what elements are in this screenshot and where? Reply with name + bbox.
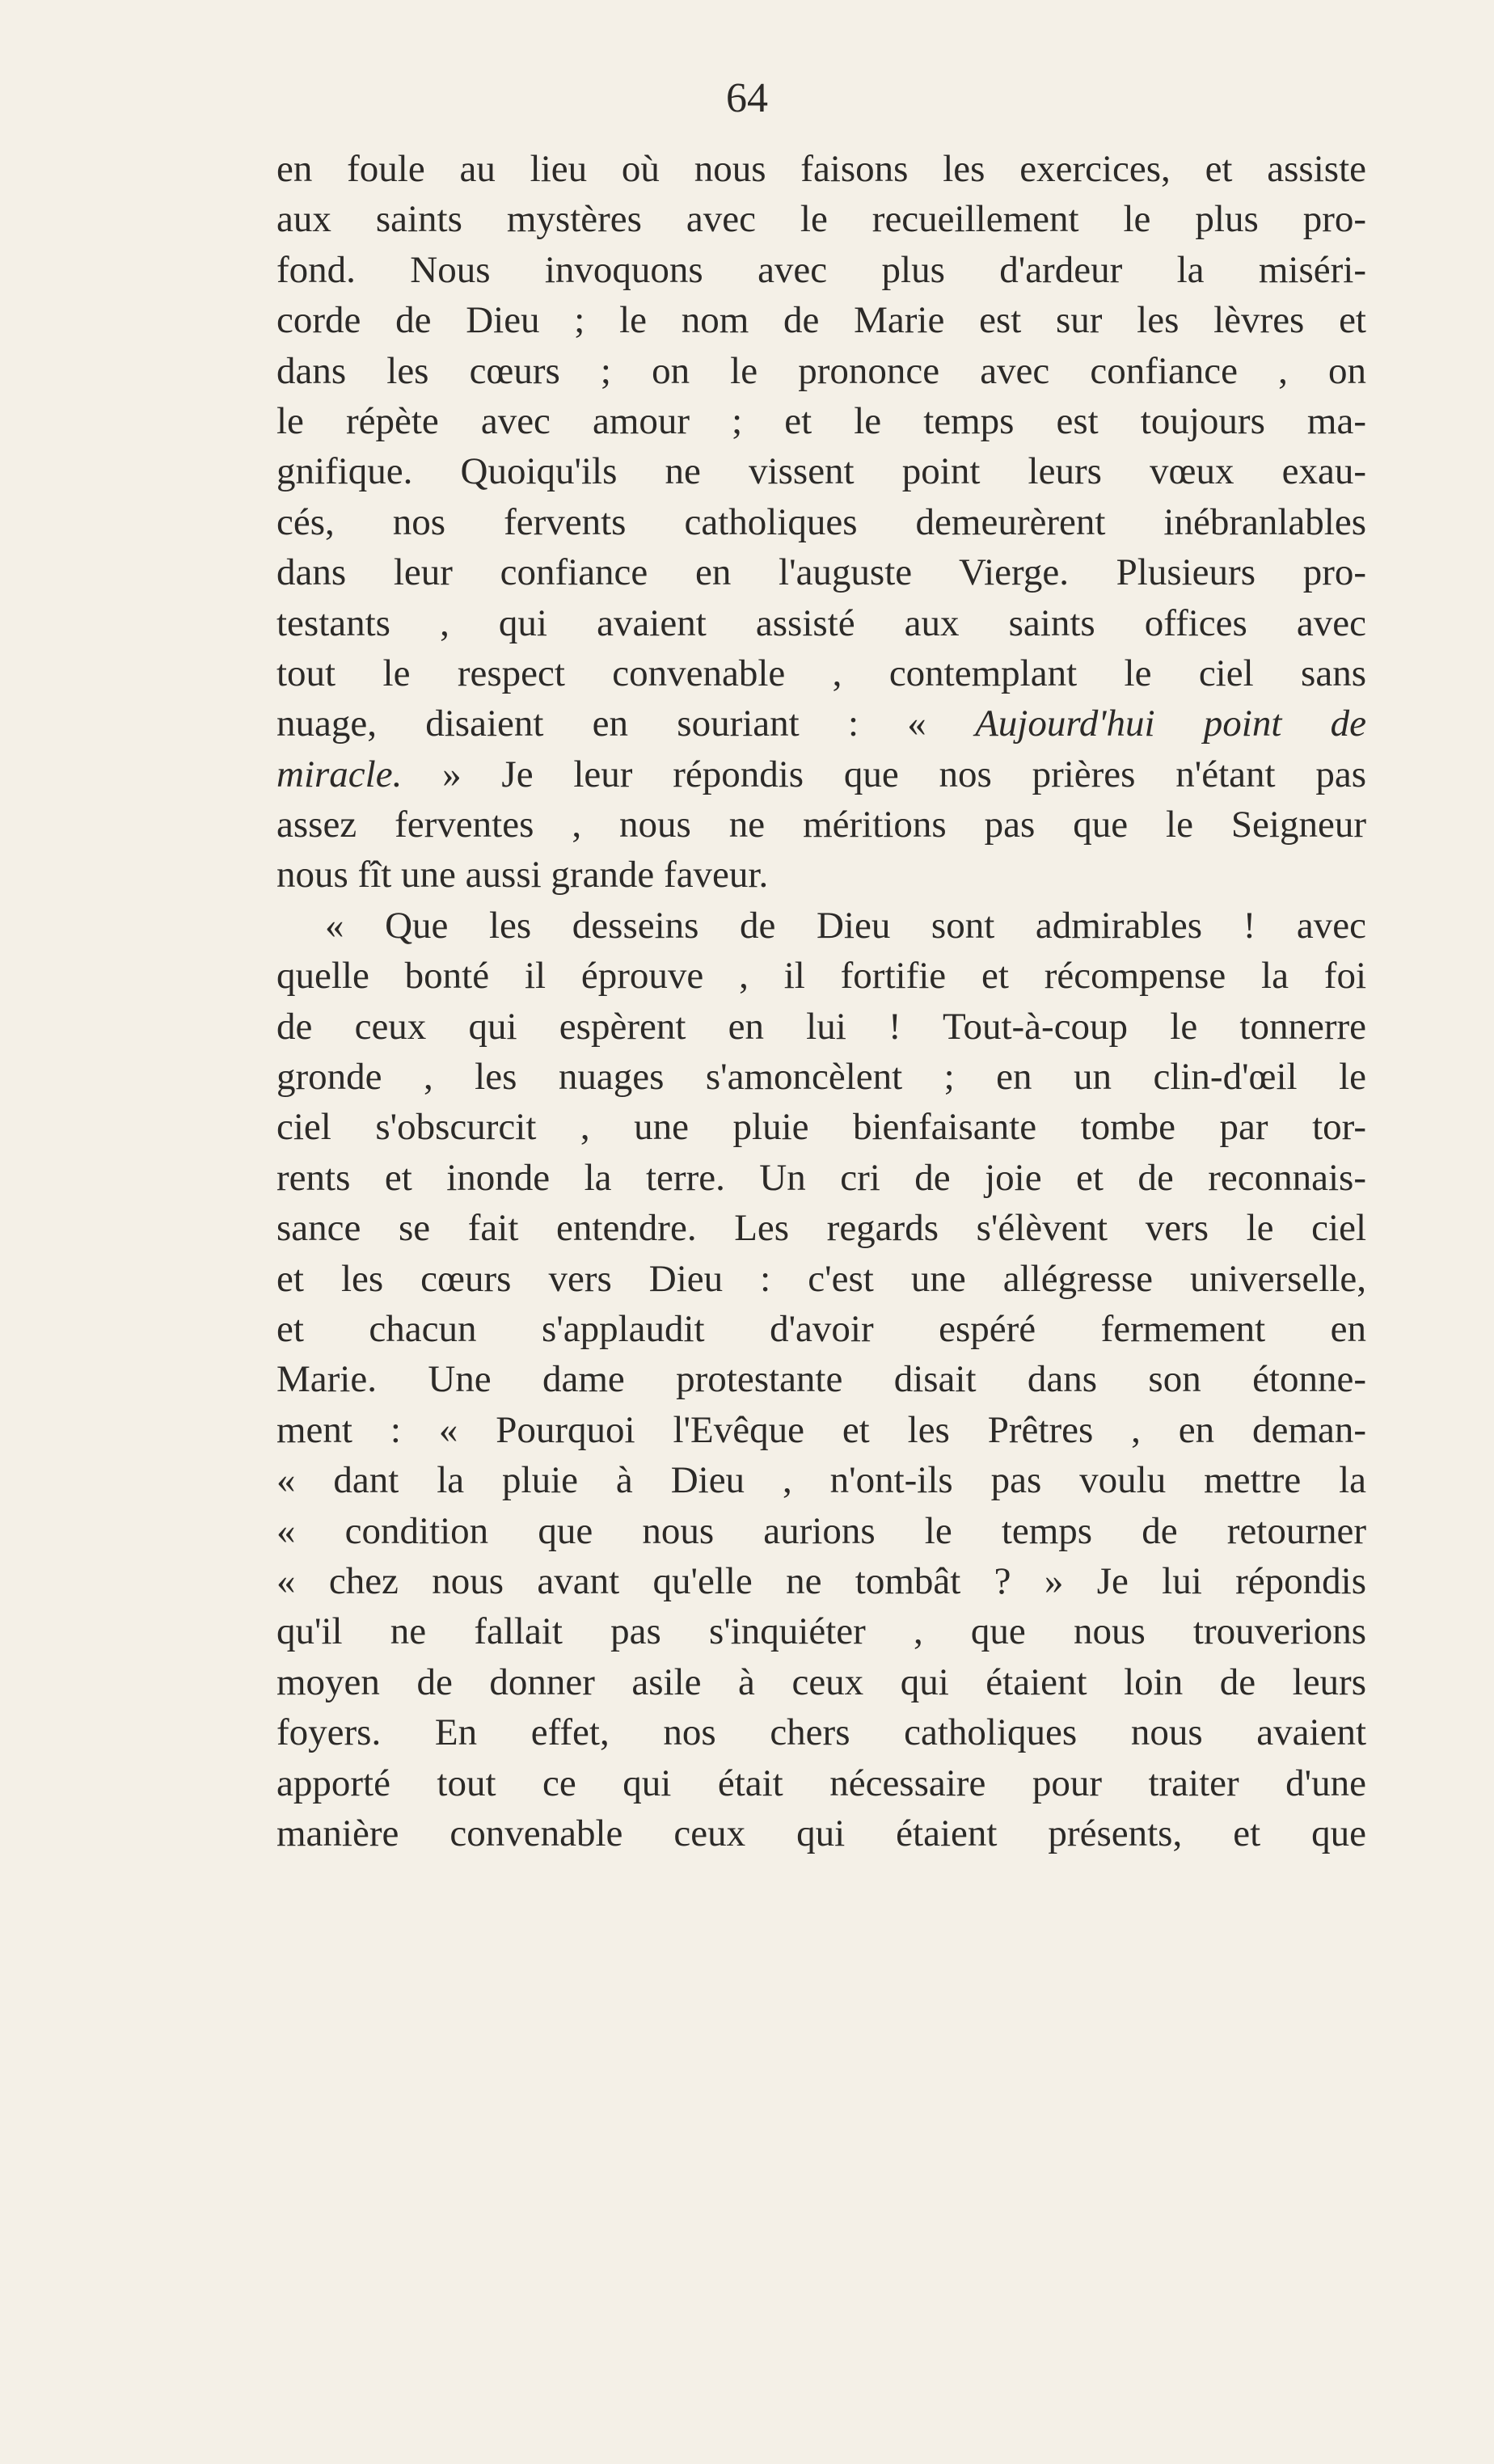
text-line: cés, nos fervents catholiques demeurèrent inébranlables (276, 500, 1366, 543)
text-line: tout le respect convenable , contemplant le ciel sans (276, 652, 1366, 694)
text-line: nous fît une aussi grande faveur. (276, 854, 769, 897)
text-line: en foule au lieu où nous faisons les exercices, et assiste (276, 148, 1366, 190)
text-line (276, 698, 1366, 749)
text-line: qu'il ne fallait pas s'inquiéter , que nous trouverions (276, 1610, 1366, 1653)
text-line: dans les cœurs ; on le prononce avec confiance , on (276, 349, 1366, 392)
text-line: gronde , les nuages s'amoncèlent ; en un clin-d'œil le (276, 1056, 1366, 1099)
text-line: et chacun s'applaudit d'avoir espéré fermement en (276, 1307, 1366, 1350)
text-line: « Que les desseins de Dieu sont admirables ! avec (325, 904, 1366, 947)
text-line: et les cœurs vers Dieu : c'est une allégresse universelle, (276, 1257, 1366, 1300)
text-line: corde de Dieu ; le nom de Marie est sur les lèvres et (276, 299, 1366, 342)
text-line: ciel s'obscurcit , une pluie bienfaisante tombe par tor- (276, 1106, 1366, 1149)
text-span: nuage, disaient en souriant : « (276, 702, 976, 745)
text-line: gnifique. Quoiqu'ils ne vissent point leurs vœux exau- (276, 450, 1366, 493)
text-line: Marie. Une dame protestante disait dans son étonne- (276, 1358, 1366, 1401)
text-line: foyers. En effet, nos chers catholiques nous avaient (276, 1711, 1366, 1754)
text-span: » Je leur répondis que nos prières n'étant pas (402, 753, 1366, 795)
text-line: le répète avec amour ; et le temps est toujours ma- (276, 399, 1366, 442)
text-line: de ceux qui espèrent en lui ! Tout-à-coup le tonnerre (276, 1005, 1366, 1048)
text-line: ment : « Pourquoi l'Evêque et les Prêtres , en deman- (276, 1408, 1366, 1451)
body-text (276, 144, 1366, 1859)
text-line: dans leur confiance en l'auguste Vierge. Plusieurs pro- (276, 551, 1366, 594)
text-line: apporté tout ce qui était nécessaire pour traiter d'une (276, 1762, 1366, 1804)
page-number: 64 (726, 75, 768, 121)
italic-span: Aujourd'hui point de (975, 702, 1367, 745)
italic-span: miracle. (276, 753, 403, 795)
text-line: « condition que nous aurions le temps de retourner (276, 1509, 1366, 1552)
text-line: assez ferventes , nous ne méritions pas que le Seigneur (276, 804, 1366, 846)
text-line (276, 749, 1366, 800)
text-line: moyen de donner asile à ceux qui étaient loin de leurs (276, 1660, 1366, 1703)
text-line: sance se fait entendre. Les regards s'élèvent vers le ciel (276, 1207, 1366, 1250)
text-line: « dant la pluie à Dieu , n'ont-ils pas voulu mettre la (276, 1459, 1366, 1502)
text-line: fond. Nous invoquons avec plus d'ardeur la miséri- (276, 248, 1366, 291)
text-line: quelle bonté il éprouve , il fortifie et récompense la foi (276, 955, 1366, 998)
text-line: manière convenable ceux qui étaient présents, et que (276, 1812, 1366, 1854)
text-line: rents et inonde la terre. Un cri de joie et de reconnais- (276, 1156, 1366, 1199)
text-line: « chez nous avant qu'elle ne tombât ? » Je lui répondis (276, 1559, 1366, 1602)
text-line: testants , qui avaient assisté aux saints offices avec (276, 601, 1366, 644)
text-line: aux saints mystères avec le recueillement le plus pro- (276, 198, 1366, 241)
